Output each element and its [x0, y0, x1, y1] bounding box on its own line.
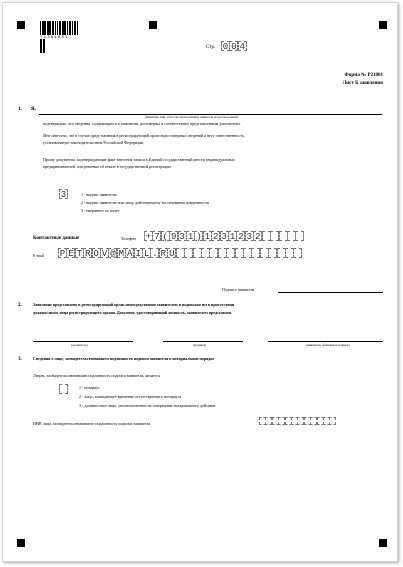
section3-number: 3. — [18, 357, 22, 362]
delivery-option-2: 2 - выдать заявителю или лицу, действующему на основании доверенности — [81, 200, 210, 205]
applicant-name-caption: (Фамилия, имя, отчество (при наличии) заявителя на русском языке) — [145, 115, 239, 119]
barcode-bar — [55, 21, 56, 35]
phone-char-cell[interactable]: ) — [196, 232, 202, 242]
phone-char-cell[interactable] — [295, 231, 304, 241]
email-char-cell[interactable]: V — [101, 249, 108, 259]
email-cells — [58, 248, 302, 258]
signature-label: Подпись заявителя — [222, 287, 255, 292]
phone-char-cell[interactable]: 3 — [246, 232, 253, 242]
phone-char-cell[interactable]: 3 — [221, 232, 227, 242]
caption-name: (инициалы, фамилия и подпись) — [306, 343, 350, 347]
barcode-bar — [40, 21, 41, 35]
section2-text-line2: должностного лица регистрирующего органа. Документ, удостоверяющий личность, заявителем представлен — [33, 310, 232, 315]
notary-option-2: 2 - лицо, замещающее временно отсутствующего нотариуса — [79, 394, 182, 399]
phone-char-cell[interactable]: + — [145, 232, 152, 242]
barcode-bar — [45, 21, 46, 35]
registration-marker-bottom-left — [17, 539, 25, 547]
barcode-bar — [60, 21, 61, 35]
phone-char-cell[interactable]: ( — [162, 232, 169, 242]
notary-option-3: 3 - должностное лицо, уполномоченное на совершение нотариального действия — [79, 403, 216, 408]
delivery-option-value[interactable]: 3 — [60, 190, 67, 200]
section2-number: 2. — [18, 303, 22, 308]
phone-char-cell[interactable]: 7 — [154, 232, 160, 242]
phone-char-cell[interactable]: 9 — [171, 232, 177, 242]
email-char-cell[interactable]: @ — [110, 249, 116, 259]
notary-option-1: 1 - нотариус — [79, 385, 100, 390]
iam-label: Я, — [31, 107, 36, 112]
page-digit-cell[interactable]: 0 — [222, 42, 229, 52]
delivery-option-1: 1 - выдать заявителю — [81, 192, 117, 197]
section2-text-line1: Заявление представлено в регистрирующий орган непосредственно заявителем и подписано им в присутствии — [33, 302, 235, 307]
phone-char-cell[interactable]: 2 — [213, 232, 219, 242]
aware-text-line2: установленную законодательством Российской Федерации. — [43, 140, 144, 145]
barcode-bar — [77, 21, 78, 35]
email-char-cell[interactable]: E — [68, 249, 74, 259]
phone-label: Телефон — [121, 236, 136, 241]
phone-char-cell[interactable]: 1 — [229, 232, 236, 242]
email-char-cell[interactable]: R — [160, 249, 167, 259]
page-number-cells — [221, 41, 246, 51]
notary-type-cell[interactable] — [59, 384, 68, 394]
registration-marker-bottom-right — [379, 539, 387, 547]
email-char-cell[interactable] — [293, 248, 302, 258]
inn-cells — [259, 417, 336, 425]
official-signature-line[interactable] — [163, 341, 243, 342]
barcode-number: 71381051 — [40, 36, 69, 40]
section1-number: 1. — [18, 107, 22, 112]
barcode — [40, 21, 78, 39]
registration-marker-top-left — [17, 21, 25, 29]
email-char-cell[interactable]: O — [93, 249, 99, 259]
page-digit-cell[interactable]: 4 — [239, 42, 246, 52]
official-name-line[interactable] — [268, 341, 383, 342]
phone-cells — [144, 231, 304, 241]
phone-char-cell[interactable]: 1 — [204, 232, 211, 242]
email-char-cell[interactable]: M — [118, 249, 125, 259]
caption-position: (должность) — [71, 343, 88, 347]
delivery-option-cell — [59, 189, 67, 199]
sheet-title: Лист Б заявления — [342, 81, 383, 86]
registration-marker-top-right — [379, 21, 387, 29]
signature-line[interactable] — [278, 292, 383, 293]
form-title: Форма № Р21001 — [344, 73, 383, 78]
email-char-cell[interactable]: T — [76, 249, 83, 259]
email-char-cell[interactable]: P — [59, 249, 66, 259]
phone-char-cell[interactable]: 2 — [255, 232, 261, 242]
official-position-line[interactable] — [33, 341, 133, 342]
page-label: Стр. — [206, 45, 216, 50]
delivery-option-3: 3 - направить по почте — [81, 208, 120, 213]
barcode-bar — [43, 39, 44, 53]
email-char-cell[interactable]: L — [143, 249, 150, 259]
email-char-cell[interactable]: A — [127, 249, 133, 259]
request-text-line1: Прошу документы, подтверждающие факт внесения записи в Единый государственный реестр индивидуальных — [43, 157, 235, 162]
contacts-label: Контактные данные — [33, 236, 80, 241]
phone-char-cell[interactable]: 1 — [187, 232, 194, 242]
inn-digit-cell[interactable] — [329, 417, 336, 425]
section3-title: Сведения о лице, засвидетельствовавшем подлинность подписи заявителя в нотариальном порядке — [33, 356, 215, 361]
email-label: E-mail — [33, 253, 44, 258]
form-page — [2, 2, 398, 562]
phone-char-cell[interactable]: 3 — [179, 232, 185, 242]
barcode-bar — [70, 21, 71, 35]
barcode-bar — [44, 39, 45, 53]
section3-person-text: Лицом, засвидетельствовавшим подлинность подписи заявителя, является — [33, 373, 160, 378]
confirm-text: подтверждаю, что сведения, содержащиеся в заявлении, достоверны и соответствуют представленным документам. — [43, 121, 241, 126]
email-char-cell[interactable]: I — [135, 249, 141, 259]
email-char-cell[interactable]: R — [85, 249, 91, 259]
inn-label: ИНН лица, засвидетельствовавшего подлинность подписи заявителя — [33, 421, 151, 426]
aware-text-line1: Мне известно, что в случае представления в регистрирующий орган недостоверных сведений я несу ответственность, — [43, 133, 245, 138]
phone-char-cell[interactable]: 2 — [238, 232, 244, 242]
request-text-line2: предпринимателей, или решение об отказе в государственной регистрации: — [43, 164, 172, 169]
barcode-bar — [49, 21, 51, 35]
email-char-cell[interactable]: . — [152, 249, 158, 259]
page-digit-cell[interactable]: 0 — [231, 42, 237, 52]
barcode-bar — [75, 21, 76, 35]
barcode-bar — [65, 21, 66, 35]
registration-marker-top-center — [149, 21, 157, 29]
email-char-cell[interactable]: U — [169, 249, 175, 259]
caption-signature: (подпись) — [193, 343, 207, 347]
